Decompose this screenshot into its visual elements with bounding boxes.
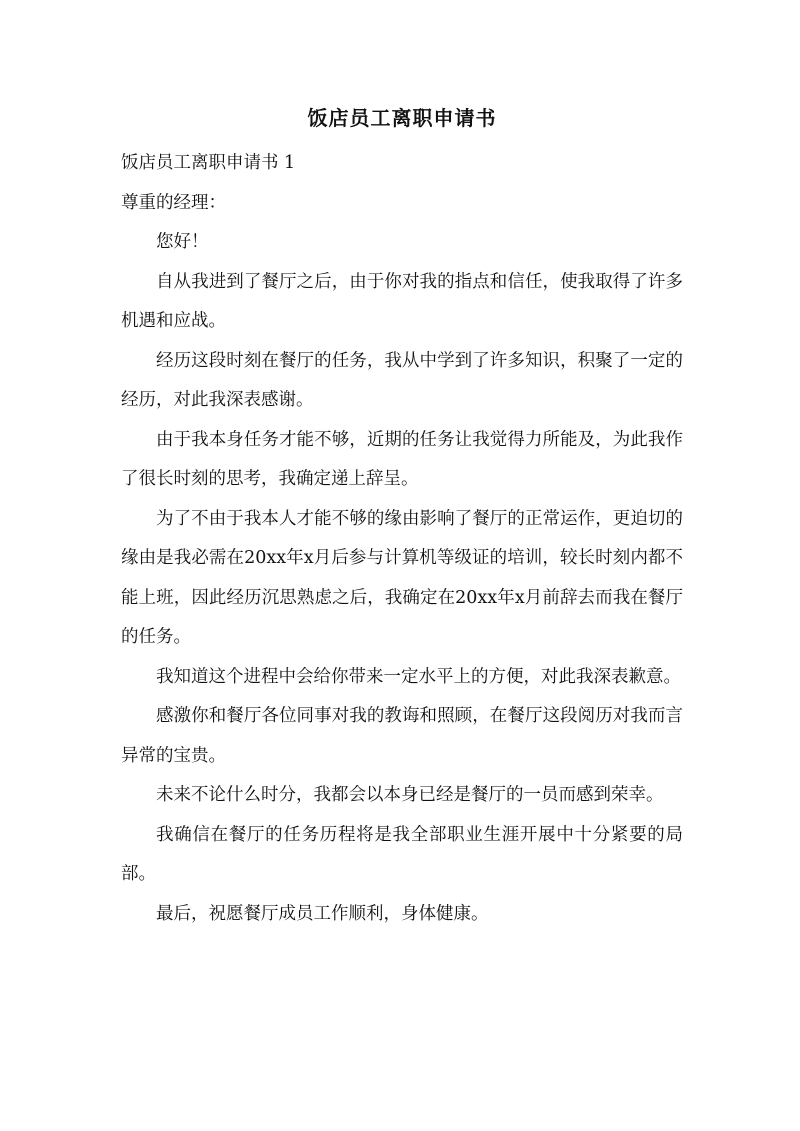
- paragraph-1: 自从我进到了餐厅之后，由于你对我的指点和信任，使我取得了许多机遇和应战。: [121, 271, 683, 331]
- paragraph-4: 为了不由于我本人才能不够的缘由影响了餐厅的正常运作，更迫切的缘由是我必需在20xx年x月后参与计算机等级证的培训，较长时刻内都不能上班，因此经历沉思熟虑之后，我确定在20xx年x月前辞去而我在餐厅的任务。: [121, 508, 683, 647]
- paragraph-3: 由于我本身任务才能不够，近期的任务让我觉得力所能及，为此我作了很长时刻的思考，我确定递上辞呈。: [121, 429, 683, 489]
- paragraph-6: 感激你和餐厅各位同事对我的教诲和照顾，在餐厅这段阅历对我而言异常的宝贵。: [121, 706, 683, 766]
- document-body: [121, 100, 683, 934]
- paragraph-9: 最后，祝愿餐厅成员工作顺利，身体健康。: [156, 903, 489, 924]
- letter-subtitle: 饭店员工离职申请书 1: [121, 153, 296, 173]
- salutation: 尊重的经理：: [121, 192, 226, 213]
- document-title: 饭店员工离职申请书: [307, 106, 497, 130]
- paragraph-5: 我知道这个进程中会给你带来一定水平上的方便，对此我深表歉意。: [156, 666, 681, 687]
- paragraph-7: 未来不论什么时分，我都会以本身已经是餐厅的一员而感到荣幸。: [156, 785, 664, 805]
- greeting: 您好！: [156, 232, 209, 252]
- paragraph-2: 经历这段时刻在餐厅的任务，我从中学到了许多知识，积聚了一定的经历，对此我深表感谢。: [121, 350, 683, 410]
- paragraph-8: 我确信在餐厅的任务历程将是我全部职业生涯开展中十分紧要的局部。: [121, 824, 683, 884]
